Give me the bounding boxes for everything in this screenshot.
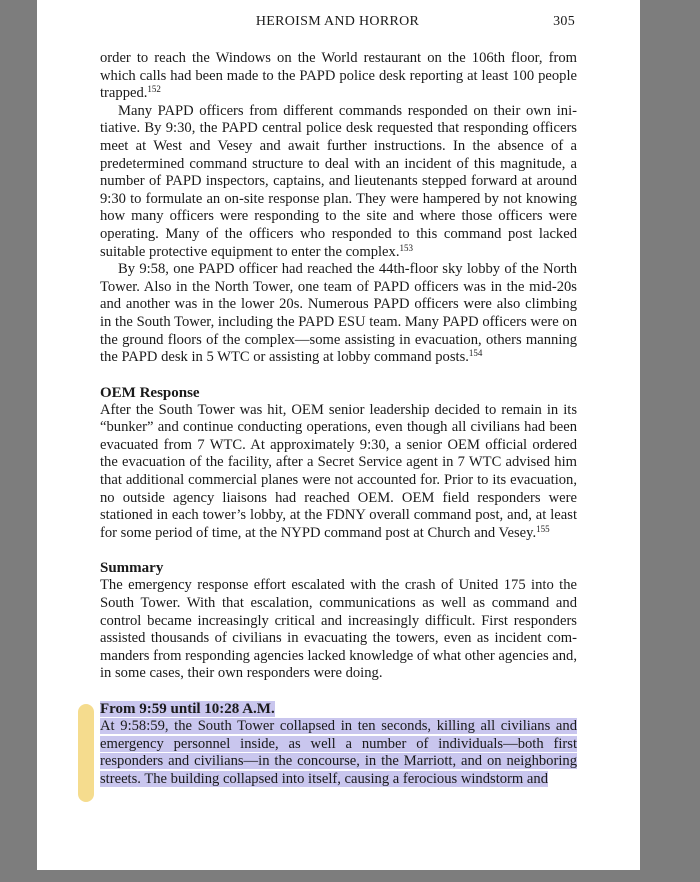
footnote-ref: 152 [147, 84, 161, 95]
highlighter-mark [78, 704, 94, 802]
page-number: 305 [553, 14, 575, 29]
highlighted-text: At 9:58:59, the South Tower collapsed in ten seconds, killing all civilians and emergency personnel inside, as well a number of individuals—both first responders and civilians—in the concourse, in the Marriott, and on neighboring streets. The building collapsed into itself, causing a ferocious windstorm and [100, 718, 577, 787]
running-header [100, 14, 575, 34]
page-body [100, 50, 577, 788]
paragraph: order to reach the Windows on the World restaurant on the 106th floor, from which calls had been made to the PAPD police desk reporting at least 100 people trapped.$^{152}$ [100, 50, 577, 102]
section-heading-from-959 [100, 700, 577, 718]
footnote-ref: 153 [399, 242, 413, 253]
paragraph: Many PAPD officers from different commands responded on their own initiative. By 9:30, the PAPD central police desk requested that responding officers meet at West and Vesey and await further instructions. In the absence of a predetermined command structure to deal with an incident of this magnitude, a number of PAPD inspectors, captains, and lieutenants stepped forward at around 9:30 to formulate an on-site response plan. They were hampered by not knowing how many officers were responding to the site and where those officers were operating. Many of the officers who responded to this command post lacked suitable protective equipment to enter the complex.$^{153}$ [100, 102, 577, 260]
highlighted-heading: From 9:59 until 10:28 A.M. [100, 701, 275, 717]
viewer-margin [640, 0, 700, 882]
paragraph: The emergency response effort escalated with the crash of United 175 into the South Tower. With that escalation, communications as well as command and control became increasingly critical and increasingly difficult. First responders assisted thousands of civilians in evacuating the towers, even as incident commanders from responding agencies lacked knowledge of what other agencies and, in some cases, their own responders were doing. [100, 577, 577, 682]
paragraph: After the South Tower was hit, OEM senior leadership decided to remain in its “bunker” and continue conducting operations, even though all civilians had been evacuated from 7 WTC. At approximately 9:30, a senior OEM official ordered the evacuation of the facility, after a Secret Service agent in 7 WTC advised him that additional commercial planes were not accounted for. Prior to its evacuation, no outside agency liaisons had reached OEM. OEM field responders were stationed in each tower’s lobby, at the FDNY overall command post, and, at least for some period of time, at the NYPD command post at Church and Vesey.$^{155}$ [100, 401, 577, 541]
paragraph: By 9:58, one PAPD officer had reached the 44th-floor sky lobby of the North Tower. Also in the North Tower, one team of PAPD officers was in the mid-20s and another was in the lower 20s. Numerous PAPD officers were also climbing in the South Tower, including the PAPD ESU team. Many PAPD officers were on the ground floors of the complex—some assisting in evacuation, others manning the PAPD desk in 5 WTC or assisting at lobby command posts.$^{154}$ [100, 261, 577, 366]
footnote-ref: 155 [536, 523, 550, 534]
paragraph [100, 718, 577, 788]
running-title: HEROISM AND HORROR [255, 14, 420, 29]
section-heading-summary: Summary [100, 560, 164, 577]
section-heading-oem: OEM Response [100, 384, 200, 401]
footnote-ref: 154 [468, 348, 483, 359]
